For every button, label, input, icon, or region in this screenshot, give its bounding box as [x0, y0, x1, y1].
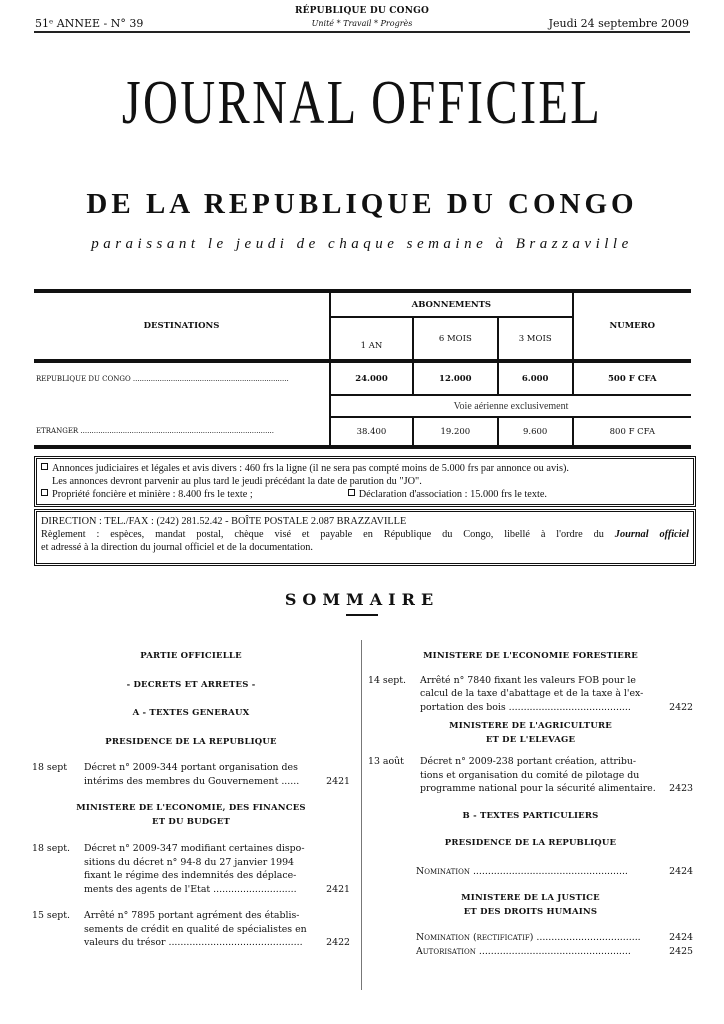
toc-entry[interactable]: Nomination .................................................... 2424 [416, 865, 693, 877]
price-congo-3mois: 6.000 [498, 361, 573, 395]
direction-payment: Règlement : espèces, mandat postal, chèque visé et payable en République du Congo, libellé à l'ordre du Journal officiel [41, 529, 689, 540]
toc-entry[interactable]: Nomination (rectificatif) ................................... 2424 [416, 932, 693, 943]
page-number: 2424 [669, 865, 693, 877]
section-heading: MINISTERE DE L'ECONOMIE, DES FINANCES [76, 803, 306, 813]
page-number: 2421 [326, 775, 350, 787]
notices-box [34, 456, 696, 507]
abonnements-header: ABONNEMENTS [330, 291, 573, 317]
price-etranger-1an: 38.400 [330, 417, 413, 447]
journal-subtitle: DE LA REPUBLIQUE DU CONGO [86, 188, 638, 220]
toc-entry[interactable]: 18 sept. Décret n° 2009-347 modifiant certaines dispo- sitions du décret n° 94-8 du 27 janvier 1994 fixant le régime des indemnités des déplace- ments des agents de l'Etat ............................ 2421 [32, 843, 350, 895]
subscription-table [34, 289, 691, 449]
destinations-header: DESTINATIONS [34, 291, 330, 361]
section-heading: PARTIE OFFICIELLE [140, 651, 242, 661]
bullet-square-icon [41, 463, 48, 470]
column-divider [361, 640, 362, 990]
direction-box [34, 509, 696, 566]
page-number: 2424 [669, 932, 693, 943]
toc-entry[interactable]: 15 sept. Arrêté n° 7895 portant agrément des établis- sements de crédit en qualité de spécialistes en valeurs du trésor ............................................. 2422 [32, 910, 350, 948]
page-number: 2423 [669, 783, 693, 794]
bullet-square-icon [348, 489, 355, 496]
page-number: 2422 [326, 937, 350, 948]
notice-line-3: Propriété foncière et minière : 8.400 frs le texte ; Déclaration d'association : 15.000 frs le texte. [41, 488, 689, 501]
price-etranger-6mois: 19.200 [413, 417, 498, 447]
section-heading: MINISTERE DE LA JUSTICE [461, 893, 600, 903]
page-number: 2421 [326, 883, 350, 895]
period-3-mois: 3 MOIS [498, 317, 573, 361]
price-congo-1an: 24.000 [330, 361, 413, 395]
sommaire-left-column [32, 650, 350, 950]
section-heading: B - TEXTES PARTICULIERS [462, 810, 599, 821]
header-center [262, 6, 462, 28]
notice-line-2: Les annonces devront parvenir au plus tard le jeudi précédant la date de parution du "JO". [52, 476, 422, 487]
destination-congo: REPUBLIQUE DU CONGO ...................................................................... [34, 361, 330, 395]
journal-tagline: paraissant le jeudi de chaque semaine à Brazzaville [91, 236, 633, 252]
issue-date: Jeudi 24 septembre 2009 [548, 17, 689, 30]
sommaire-rule [346, 614, 378, 616]
numero-etranger: 800 F CFA [573, 417, 691, 447]
numero-congo: 500 F CFA [573, 361, 691, 395]
numero-header: NUMERO [573, 291, 691, 361]
section-heading: MINISTERE DE L'AGRICULTURE [449, 721, 612, 731]
toc-entry[interactable]: Autorisation ................................................... 2425 [416, 945, 693, 957]
air-mail-note: Voie aérienne exclusivement [330, 395, 691, 417]
section-heading: ET DE L'ELEVAGE [485, 734, 576, 745]
bullet-square-icon [41, 489, 48, 496]
section-heading: PRESIDENCE DE LA REPUBLIQUE [105, 736, 277, 747]
toc-entry[interactable]: 14 sept. Arrêté n° 7840 fixant les valeurs FOB pour le calcul de la taxe d'abattage et de la taxe à l'ex- portation des bois ......................................... 2422 [368, 674, 693, 713]
country-name: RÉPUBLIQUE DU CONGO [294, 6, 430, 16]
toc-entry[interactable]: 18 sept Décret n° 2009-344 portant organisation des intérims des membres du Gouvernement ...... 2421 [32, 762, 350, 787]
period-1-an: 1 AN [330, 317, 413, 361]
page-number: 2425 [669, 945, 693, 957]
price-congo-6mois: 12.000 [413, 361, 498, 395]
journal-title: JOURNAL OFFICIEL [121, 69, 603, 137]
destination-etranger: ETRANGER ....................................................................................... [34, 417, 330, 447]
national-motto: Unité * Travail * Progrès [311, 19, 413, 28]
sommaire-title: SOMMAIRE [284, 590, 440, 609]
section-heading: PRESIDENCE DE LA REPUBLIQUE [444, 838, 617, 848]
header-rule [34, 31, 690, 33]
notice-line-1: Annonces judiciaires et légales et avis divers : 460 frs la ligne (il ne sera pas compté moins de 5.000 frs par annonce ou avis). [41, 462, 689, 475]
period-6-mois: 6 MOIS [413, 317, 498, 361]
toc-entry[interactable]: 13 août Décret n° 2009-238 portant création, attribu- tions et organisation du comité de pilotage du programme national pour la sécurité alimentaire. 2423 [368, 756, 693, 794]
section-heading: MINISTERE DE L'ECONOMIE FORESTIERE [423, 651, 638, 661]
sommaire-right-column [368, 650, 693, 958]
price-etranger-3mois: 9.600 [498, 417, 573, 447]
section-heading: ET DES DROITS HUMAINS [463, 906, 598, 917]
section-heading: ET DU BUDGET [152, 816, 230, 827]
section-heading: A - TEXTES GENERAUX [132, 708, 250, 718]
section-heading: - DECRETS ET ARRETES - [126, 679, 256, 690]
direction-address: et adressé à la direction du journal officiel et de la documentation. [41, 542, 314, 553]
issue-number: 51ᵉ ANNEE - N° 39 [35, 17, 144, 30]
page-number: 2422 [669, 701, 693, 713]
direction-contact: DIRECTION : TEL./FAX : (242) 281.52.42 - BOÎTE POSTALE 2.087 BRAZZAVILLE [41, 516, 407, 527]
